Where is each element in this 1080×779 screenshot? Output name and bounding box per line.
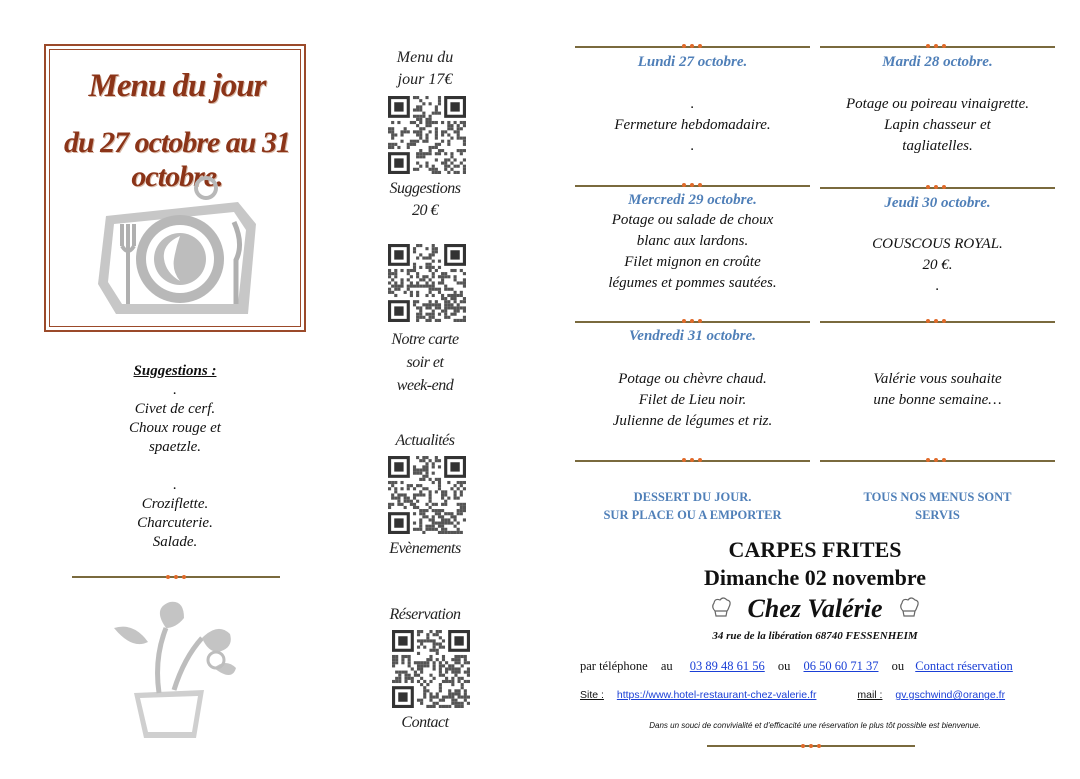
qr-caption-line: 20 € (412, 202, 438, 219)
suggestion-item: Charcuterie. (137, 515, 213, 531)
divider-ornament (926, 185, 946, 189)
suggestion-item: Choux rouge et (129, 420, 221, 436)
divider-ornament (166, 575, 186, 579)
divider-ornament (682, 183, 702, 187)
flower-pot-illustration (104, 598, 244, 743)
phone-label: par téléphone (580, 659, 648, 673)
notice-line: TOUS NOS MENUS SONT (863, 490, 1012, 504)
qr-code-carte[interactable] (388, 244, 466, 322)
chef-hat-icon (709, 595, 733, 624)
divider-ornament (682, 44, 702, 48)
divider-ornament (682, 319, 702, 323)
restaurant-address: 34 rue de la libération 68740 FESSENHEIM (712, 630, 918, 642)
menu-line: légumes et pommes sautées. (608, 275, 777, 291)
menu-line: Lapin chasseur et (884, 117, 991, 133)
menu-line: Potage ou poireau vinaigrette. (845, 96, 1030, 112)
qr-code-menu[interactable] (388, 96, 466, 174)
suggestions-block (90, 362, 260, 552)
menu-title: Menu du jour (88, 68, 266, 104)
day-menu-thursday (820, 234, 1055, 297)
site-link[interactable]: https://www.hotel-restaurant-chez-valerie.fr (616, 689, 817, 701)
day-heading-monday: Lundi 27 octobre. (637, 54, 748, 70)
event-date: Dimanche 02 novembre (703, 565, 927, 590)
notice-line: DESSERT DU JOUR. (633, 490, 752, 504)
divider-ornament (926, 44, 946, 48)
suggestions-heading: Suggestions : (133, 363, 217, 379)
menu-line: Fermeture hebdomadaire. (614, 117, 771, 133)
divider-ornament (926, 458, 946, 462)
menu-line: COUSCOUS ROYAL. (872, 236, 1003, 252)
qr-caption-line: Notre carte (391, 331, 459, 348)
event-title: CARPES FRITES (728, 537, 902, 562)
qr-code-reservation[interactable] (392, 630, 470, 708)
qr-caption-evenements: Evènements (389, 540, 461, 557)
notice-line: SERVIS (915, 508, 960, 522)
suggestion-item: Civet de cerf. (134, 401, 216, 417)
day-heading-wednesday: Mercredi 29 octobre. (628, 192, 757, 208)
event-announcement (575, 536, 1055, 592)
qr-caption-suggestions (370, 178, 480, 222)
qr-caption-line: soir et (406, 354, 444, 371)
reservation-link[interactable]: Contact réservation (915, 659, 1013, 673)
qr-caption-menu (370, 47, 480, 91)
wish-line: une bonne semaine… (873, 392, 1002, 408)
qr-caption-carte (370, 328, 480, 397)
day-menu-friday (575, 369, 810, 432)
menu-line: blanc aux lardons. (636, 233, 749, 249)
menu-line: Filet de Lieu noir. (638, 392, 747, 408)
menu-line: 20 €. (922, 257, 953, 273)
qr-caption-contact: Contact (401, 714, 449, 731)
day-heading-thursday: Jeudi 30 octobre. (884, 195, 991, 211)
divider-ornament (926, 319, 946, 323)
suggestion-dot: . (173, 477, 177, 493)
site-label: Site : (580, 689, 604, 701)
suggestion-item: spaetzle. (148, 439, 202, 455)
mail-link[interactable]: gv.gschwind@orange.fr (895, 689, 1006, 701)
suggestion-dot: . (173, 382, 177, 398)
menu-line: Potage ou chèvre chaud. (618, 371, 767, 387)
menu-line: . (690, 138, 695, 154)
day-heading-friday: Vendredi 31 octobre. (628, 328, 757, 344)
site-mail-line (580, 689, 1055, 701)
dessert-notice (575, 488, 810, 524)
menu-line: Julienne de légumes et riz. (612, 413, 773, 429)
plate-illustration (88, 164, 268, 324)
qr-caption-actualites: Actualités (395, 432, 455, 449)
qr-caption-line: Suggestions (389, 180, 461, 197)
menu-line: Filet mignon en croûte (624, 254, 761, 270)
restaurant-name: Chez Valérie (747, 594, 883, 623)
restaurant-header (575, 594, 1055, 624)
qr-caption-line: week-end (396, 377, 454, 394)
divider-ornament (801, 744, 821, 748)
qr-code-actualites[interactable] (388, 456, 466, 534)
chef-hat-icon (897, 595, 921, 624)
suggestion-item: Croziflette. (141, 496, 209, 512)
reservation-footnote: Dans un souci de convivialité et d'efficacité une réservation le plus tôt possible est bienvenue. (649, 721, 981, 730)
title-box (44, 44, 306, 332)
menu-line: tagliatelles. (902, 138, 973, 154)
phone-link-2[interactable]: 06 50 60 71 37 (803, 659, 879, 673)
suggestion-item: Salade. (152, 534, 198, 550)
phone-line (580, 659, 1060, 674)
phone-link-1[interactable]: 03 89 48 61 56 (689, 659, 765, 673)
phone-ou: ou (891, 659, 905, 673)
qr-caption-line: jour 17€ (397, 71, 453, 88)
mail-label: mail : (857, 689, 883, 701)
menu-line: Potage ou salade de choux (611, 212, 774, 228)
notice-line: SUR PLACE OU A EMPORTER (603, 508, 782, 522)
wish-line: Valérie vous souhaite (873, 371, 1002, 387)
day-menu-wednesday (575, 210, 810, 294)
menus-notice (815, 488, 1060, 524)
day-menu-tuesday (815, 94, 1060, 157)
day-heading-tuesday: Mardi 28 octobre. (882, 54, 993, 70)
qr-caption-line: Menu du (396, 49, 454, 66)
divider-ornament (682, 458, 702, 462)
phone-au: au (660, 659, 673, 673)
menu-line: . (690, 96, 695, 112)
menu-line: . (935, 278, 940, 294)
phone-ou: ou (777, 659, 791, 673)
menu-date-range: du 27 octobre au 31 octobre. (63, 126, 290, 193)
weekly-wish (820, 369, 1055, 411)
day-menu-monday (575, 94, 810, 157)
qr-caption-reservation: Réservation (389, 606, 461, 623)
